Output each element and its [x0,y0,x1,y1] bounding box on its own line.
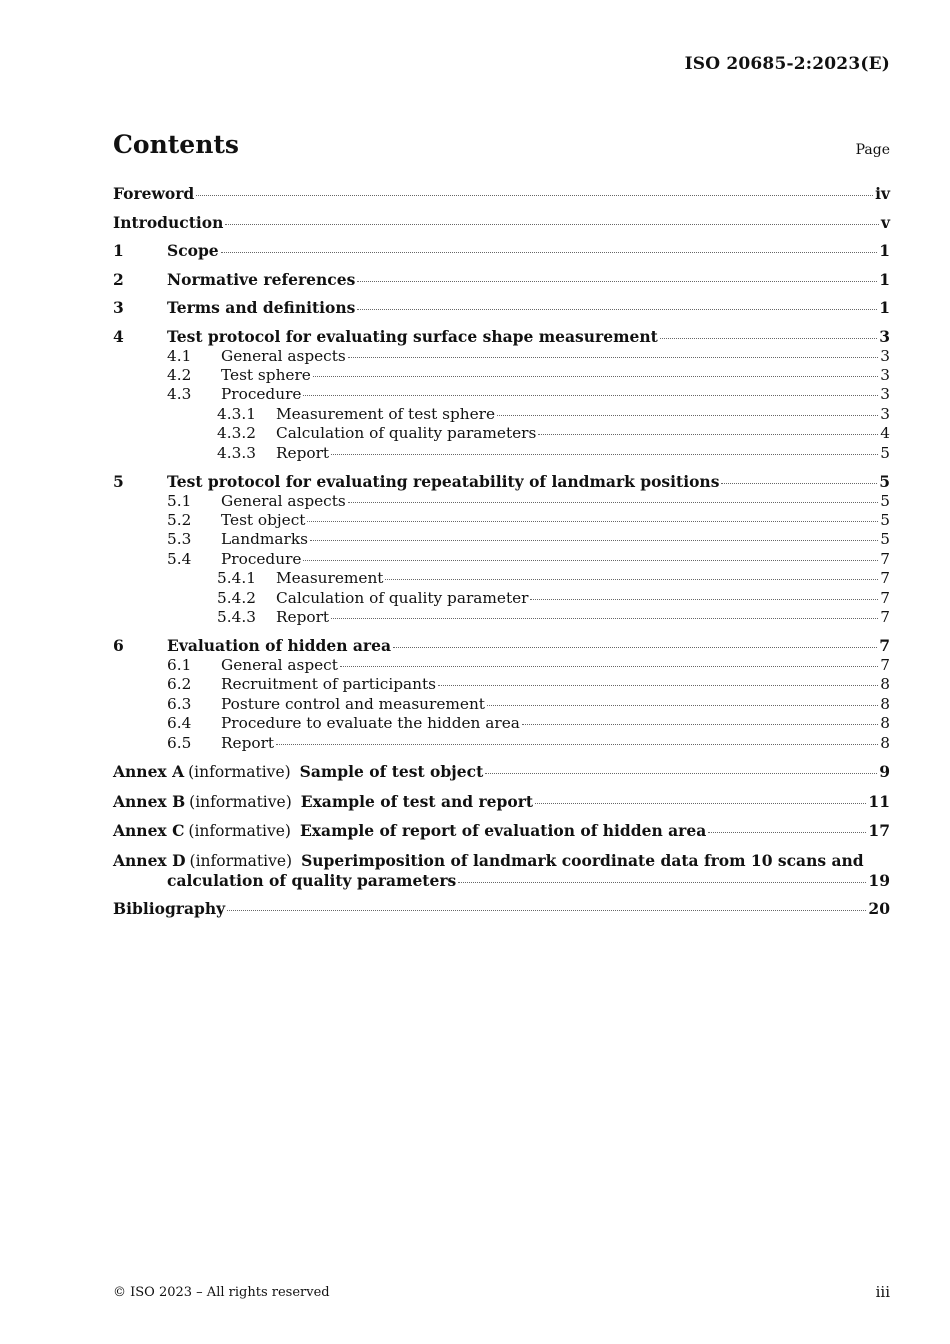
toc-entry-number: 5.4.2 [217,588,256,607]
toc-entry-number: 5.4.3 [217,608,256,627]
toc-entry-number: 5.3 [167,530,192,549]
toc-entry-number: 4.3.2 [217,424,256,443]
toc-entry-title: Posture control and measurement [221,694,485,713]
toc-entry-title: Foreword [113,184,195,203]
toc-entry-number: 4.1 [167,346,192,365]
toc-entry[interactable] [113,385,890,404]
toc-entry-number: 4.3 [167,385,192,404]
annex-label: Annex D [113,850,186,870]
dot-leader [721,483,877,484]
toc-entry-title: Report [276,443,330,462]
toc-entry[interactable] [113,530,890,549]
page-column-label: Page [855,142,890,158]
toc-entry-title: Terms and definitions [167,298,356,318]
toc-entry-page: 7 [880,588,890,607]
annex-informative-label: (informative) [189,851,293,870]
dot-leader [221,252,878,253]
dot-leader [331,454,878,455]
toc-entry[interactable] [113,695,890,714]
toc-entry[interactable] [113,569,890,588]
dot-leader [313,376,878,377]
toc-entry-number: 4.2 [167,365,192,384]
dot-leader [708,832,866,833]
toc-entry[interactable] [113,675,890,694]
toc-entry[interactable] [113,472,890,492]
toc-entry-title: Report [221,733,275,752]
dot-leader [458,882,866,883]
toc-entry-number: 3 [113,298,124,318]
dot-leader [303,560,878,561]
toc-entry-title: Evaluation of hidden area [167,636,391,656]
dot-leader [485,773,877,774]
toc-entry-title: Procedure [221,549,302,568]
dot-leader [522,724,878,725]
annex-label: Annex A [113,762,185,782]
dot-leader [357,309,877,310]
toc-entry-page: 5 [880,530,890,549]
toc-entry-page: 11 [868,791,890,811]
toc-entry-page: iv [875,184,890,203]
toc-entry-number: 5 [113,472,124,491]
toc-entry-page: 5 [880,491,890,510]
toc-entry-page: 4 [880,424,890,443]
toc-entry-title: Calculation of quality parameters [276,424,537,443]
toc-entry[interactable] [113,550,890,569]
toc-entry[interactable] [113,636,890,656]
toc-entry-page: 3 [880,365,890,384]
toc-entry-number: 2 [113,269,124,289]
toc-entry[interactable] [113,589,890,608]
toc-entry[interactable] [113,656,890,675]
annex-title: calculation of quality parameters [167,870,457,890]
toc-entry[interactable] [113,347,890,366]
annex-label: Annex C [113,821,185,841]
annex-informative-label: (informative) [188,822,291,841]
toc-entry-page: 3 [880,346,890,365]
toc-entry[interactable] [113,405,890,424]
toc-entry-title: Landmarks [221,530,308,549]
toc-entry[interactable] [113,270,890,290]
toc-entry-title: Procedure to evaluate the hidden area [221,714,520,733]
annex-label: Annex B [113,791,186,811]
dot-leader [331,618,878,619]
toc-entry-number: 4 [113,326,124,346]
toc-entry-number: 4.3.1 [217,404,256,423]
toc-entry-number: 5.4.1 [217,569,256,588]
toc-entry-title: Test object [221,511,306,529]
toc-entry-number: 6.1 [167,656,192,675]
toc-entry-page: 20 [868,898,890,918]
toc-entry-page: 19 [868,870,890,890]
dot-leader [348,357,879,358]
toc-entry-title: Measurement of test sphere [276,404,496,423]
toc-entry-number: 6.4 [167,714,192,733]
annex-title-continuation [113,871,890,890]
toc-entry[interactable] [113,492,890,511]
toc-entry-page: 3 [879,326,890,346]
dot-leader [225,224,879,225]
toc-entry[interactable] [113,241,890,261]
toc-entry-page: 5 [880,443,890,462]
toc-entry-title: Test protocol for evaluating surface shape measurement [167,326,658,346]
toc-entry-page: 3 [880,385,890,404]
toc-entry-title: Bibliography [113,898,226,918]
toc-entry-page: 9 [879,762,890,782]
page-title: Contents [113,130,240,159]
toc-entry-page: 8 [880,694,890,713]
dot-leader [307,521,878,522]
toc-entry-annex[interactable] [113,821,890,842]
toc-entry[interactable] [113,444,890,463]
annex-title: Superimposition of landmark coordinate data from 10 scans and [301,850,864,870]
toc-entry-number: 1 [113,241,124,261]
dot-leader [497,415,878,416]
toc-entry[interactable] [113,184,890,204]
dot-leader [340,666,878,667]
page-number: iii [875,1283,890,1301]
dot-leader [196,195,873,196]
toc-entry-page: 17 [868,821,890,841]
dot-leader [227,910,866,911]
toc-entry-title: Measurement [276,569,384,588]
toc-entry-page: 7 [880,569,890,588]
dot-leader [535,803,866,804]
toc-entry[interactable] [113,366,890,385]
toc-entry-page: v [880,212,890,232]
toc-entry[interactable] [113,298,890,318]
toc-entry-number: 5.4 [167,549,192,568]
dot-leader [660,338,877,339]
toc-entry-title: Recruitment of participants [221,675,436,694]
toc-entry-page: 8 [880,733,890,752]
toc-entry-title: General aspects [221,491,346,510]
dot-leader [438,685,878,686]
toc-entry-page: 5 [880,511,890,529]
toc-entry-bibliography[interactable] [113,899,890,919]
toc-entry-title: General aspect [221,656,338,675]
toc-entry-number: 6.3 [167,694,192,713]
toc-entry-title: General aspects [221,346,346,365]
toc-entry-page: 7 [880,656,890,675]
toc-entry-number: 6.2 [167,675,192,694]
annex-heading-line [113,851,890,871]
annex-informative-label: (informative) [188,763,291,782]
toc-entry-title: Calculation of quality parameter [276,588,529,607]
dot-leader [538,434,878,435]
toc-entry-title: Scope [167,241,219,261]
dot-leader [385,579,878,580]
toc-entry-annex[interactable] [113,851,890,890]
dot-leader [357,281,877,282]
dot-leader [530,599,878,600]
annex-title: Example of report of evaluation of hidden area [299,821,707,841]
table-of-contents [113,184,890,918]
standard-identifier: ISO 20685-2:2023(E) [684,54,890,74]
toc-entry[interactable] [113,213,890,233]
toc-entry[interactable] [113,608,890,627]
toc-entry-page: 7 [880,608,890,627]
dot-leader [487,705,878,706]
toc-entry-page: 1 [879,241,890,261]
toc-entry-page: 7 [880,549,890,568]
copyright-notice: © ISO 2023 – All rights reserved [113,1285,330,1300]
dot-leader [348,502,879,503]
dot-leader [310,540,878,541]
annex-title: Sample of test object [299,762,484,782]
toc-entry-page: 5 [879,472,890,491]
dot-leader [303,395,878,396]
annex-title: Example of test and report [300,791,534,811]
toc-entry-page: 7 [879,636,890,656]
dot-leader [393,647,877,648]
toc-entry-number: 5.1 [167,491,192,510]
toc-entry[interactable] [113,424,890,443]
toc-entry-title: Introduction [113,212,224,232]
toc-entry-annex[interactable] [113,762,890,783]
toc-entry-number: 4.3.3 [217,443,256,462]
toc-entry-page: 3 [880,404,890,423]
toc-entry-title: Test sphere [221,365,311,384]
toc-entry-number: 6 [113,636,124,656]
toc-entry-number: 5.2 [167,511,192,529]
toc-entry-title: Report [276,608,330,627]
toc-entry[interactable] [113,511,890,530]
toc-entry-annex[interactable] [113,792,890,813]
toc-entry[interactable] [113,327,890,347]
toc-entry-page: 1 [879,269,890,289]
toc-entry-page: 1 [879,298,890,318]
toc-entry-page: 8 [880,714,890,733]
toc-entry-title: Test protocol for evaluating repeatability of landmark positions [167,472,720,491]
annex-informative-label: (informative) [189,792,292,811]
dot-leader [276,744,878,745]
toc-entry-page: 8 [880,675,890,694]
toc-entry-number: 6.5 [167,733,192,752]
toc-entry-title: Procedure [221,385,302,404]
toc-entry[interactable] [113,734,890,753]
toc-entry[interactable] [113,714,890,733]
toc-entry-title: Normative references [167,269,356,289]
